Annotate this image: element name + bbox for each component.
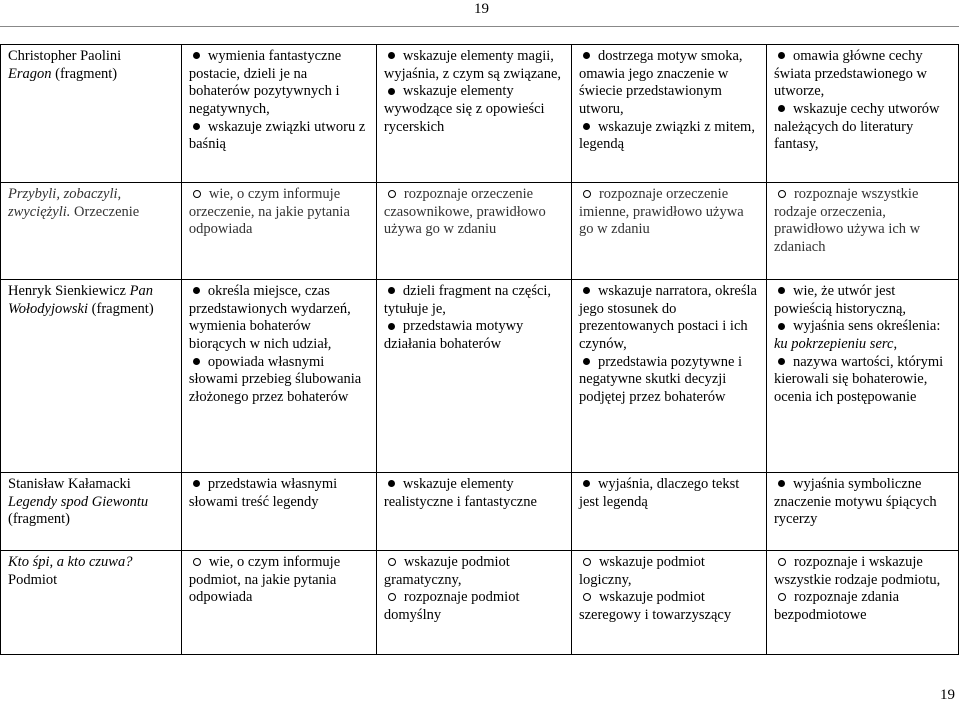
table-row	[1, 45, 959, 183]
bullet-icon	[388, 593, 396, 601]
list-item: wie, o czym informuje orzeczenie, na jakie pytania odpowiada	[188, 186, 350, 238]
cell	[571, 45, 766, 183]
list-item: rozpoznaje zdania bezpodmiotowe	[773, 589, 900, 624]
cell	[766, 183, 958, 280]
bullet-icon	[193, 52, 200, 59]
list-item: dostrzega motyw smoka, omawia jego znaczenie w świecie przedstawionym utworu,	[578, 48, 743, 118]
list-item: określa miejsce, czas przedstawionych wydarzeń, wymienia bohaterów biorących w nich udział,	[188, 283, 351, 353]
cell	[181, 45, 376, 183]
list-item: rozpoznaje i wskazuje wszystkie rodzaje podmiotu,	[773, 554, 941, 588]
list-item: wyjaśnia symboliczne znaczenie motywu śpiących rycerzy	[773, 476, 937, 528]
table-row	[1, 473, 959, 551]
bullet-icon	[778, 480, 785, 487]
requirements-table	[0, 44, 959, 655]
bullet-icon	[388, 287, 395, 294]
cell	[376, 45, 571, 183]
bullet-icon	[193, 190, 201, 198]
cell	[766, 473, 958, 551]
bullet-icon	[778, 52, 785, 59]
bullet-icon	[193, 287, 200, 294]
list-item: wyjaśnia, dlaczego tekst jest legendą	[578, 476, 740, 510]
list-item: wskazuje związki utworu z baśnią	[188, 118, 366, 153]
bullet-icon	[583, 558, 591, 566]
cell	[376, 183, 571, 280]
list-item: wskazuje elementy wywodzące się z opowieści rycerskich	[383, 83, 545, 135]
row-title: Stanisław Kałamacki Legendy spod Giewontu (fragment)	[1, 473, 182, 551]
row-title: Kto śpi, a kto czuwa? Podmiot	[1, 551, 182, 655]
row-title: Christopher Paolini Eragon (fragment)	[1, 45, 182, 183]
page-number-bottom: 19	[940, 687, 955, 703]
bullet-icon	[193, 358, 200, 365]
list-item: rozpoznaje orzeczenie czasownikowe, prawidłowo używa go w zdaniu	[383, 186, 546, 238]
cell	[181, 280, 376, 473]
cell	[376, 280, 571, 473]
cell	[376, 551, 571, 655]
list-item: omawia główne cechy świata przedstawionego w utworze,	[773, 48, 927, 100]
list-item: wskazuje narratora, określa jego stosunek do prezentowanych postaci i ich czynów,	[578, 283, 757, 353]
cell	[571, 183, 766, 280]
table-row	[1, 551, 959, 655]
list-item: wskazuje elementy realistyczne i fantastyczne	[383, 476, 537, 510]
bullet-icon	[193, 480, 200, 487]
list-item: wskazuje podmiot szeregowy i towarzyszący	[578, 589, 732, 624]
list-item: opowiada własnymi słowami przebieg ślubowania złożonego przez bohaterów	[188, 353, 362, 406]
bullet-icon	[583, 480, 590, 487]
cell	[181, 551, 376, 655]
list-item: wie, że utwór jest powieścią historyczną,	[773, 283, 907, 317]
list-item: rozpoznaje orzeczenie imienne, prawidłowo używa go w zdaniu	[578, 186, 744, 238]
bullet-icon	[583, 190, 591, 198]
bullet-icon	[388, 88, 395, 95]
cell	[376, 473, 571, 551]
bullet-icon	[778, 105, 785, 112]
bullet-icon	[583, 358, 590, 365]
list-item: wyjaśnia sens określenia: ku pokrzepieniu serc,	[773, 318, 941, 353]
row-title: Przybyli, zobaczyli, zwyciężyli. Orzeczenie	[1, 183, 182, 280]
list-item: przedstawia pozytywne i negatywne skutki decyzji podjętej przez bohaterów	[578, 353, 743, 406]
cell	[766, 551, 958, 655]
bullet-icon	[778, 287, 785, 294]
table-row	[1, 183, 959, 280]
bullet-icon	[583, 287, 590, 294]
cell	[571, 551, 766, 655]
list-item: wskazuje elementy magii, wyjaśnia, z czym są związane,	[383, 48, 562, 82]
bullet-icon	[778, 323, 785, 330]
bullet-icon	[583, 52, 590, 59]
list-item: wymienia fantastyczne postacie, dzieli je na bohaterów pozytywnych i negatywnych,	[188, 48, 342, 118]
bullet-icon	[778, 593, 786, 601]
cell	[571, 280, 766, 473]
list-item: wskazuje związki z mitem, legendą	[578, 118, 755, 153]
list-item: nazywa wartości, którymi kierowali się bohaterowie, ocenia ich postępowanie	[773, 353, 944, 406]
list-item: rozpoznaje wszystkie rodzaje orzeczenia, prawidłowo używa ich w zdaniach	[773, 186, 921, 256]
row-title: Henryk Sienkiewicz Pan Wołodyjowski (fragment)	[1, 280, 182, 473]
cell	[181, 473, 376, 551]
bullet-icon	[583, 593, 591, 601]
list-item: przedstawia własnymi słowami treść legendy	[188, 476, 338, 510]
bullet-icon	[388, 190, 396, 198]
bullet-icon	[778, 358, 785, 365]
bullet-icon	[388, 480, 395, 487]
cell	[766, 280, 958, 473]
list-item: wie, o czym informuje podmiot, na jakie pytania odpowiada	[188, 554, 341, 606]
bullet-icon	[388, 323, 395, 330]
list-item: wskazuje podmiot logiczny,	[578, 554, 705, 588]
table-row	[1, 280, 959, 473]
list-item: wskazuje cechy utworów należących do literatury fantasy,	[773, 101, 940, 153]
header-rule	[0, 26, 959, 27]
bullet-icon	[388, 52, 395, 59]
cell	[181, 183, 376, 280]
list-item: przedstawia motywy działania bohaterów	[383, 318, 524, 353]
bullet-icon	[193, 123, 200, 130]
bullet-icon	[778, 190, 786, 198]
bullet-icon	[193, 558, 201, 566]
bullet-icon	[388, 558, 396, 566]
list-item: wskazuje podmiot gramatyczny,	[383, 554, 510, 588]
bullet-icon	[778, 558, 786, 566]
cell	[571, 473, 766, 551]
list-item: dzieli fragment na części, tytułuje je,	[383, 283, 552, 317]
list-item: rozpoznaje podmiot domyślny	[383, 589, 520, 624]
page-number-top: 19	[474, 1, 489, 17]
bullet-icon	[583, 123, 590, 130]
cell	[766, 45, 958, 183]
